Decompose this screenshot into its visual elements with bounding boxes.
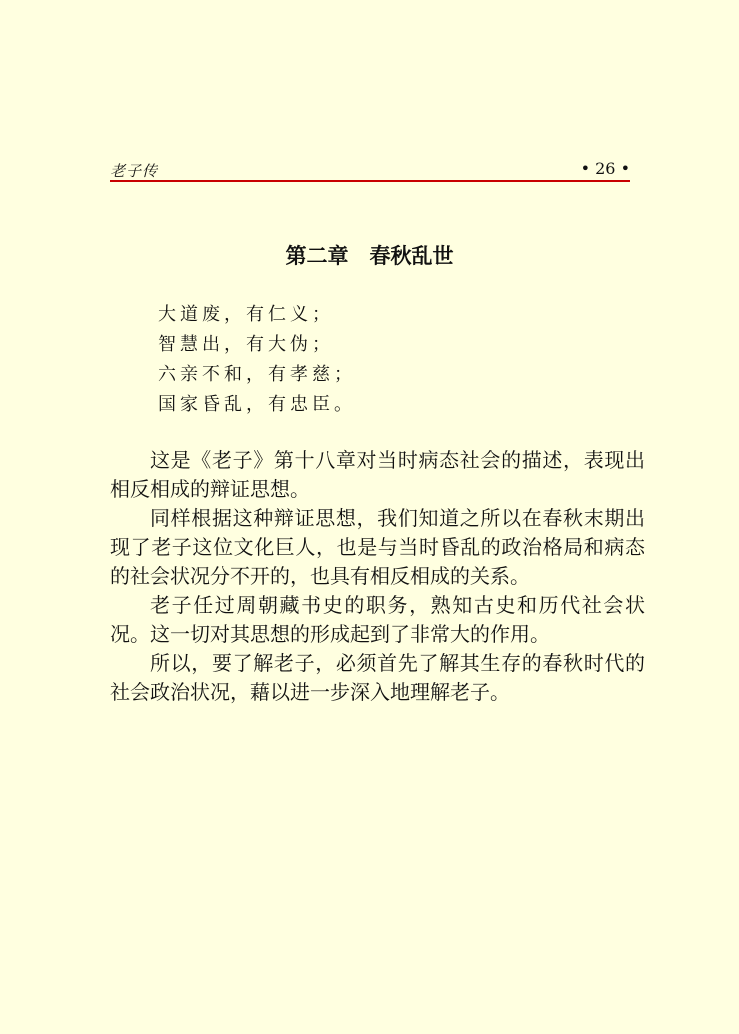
body-text	[110, 446, 645, 707]
page-number: • 26 •	[580, 159, 630, 178]
paragraph: 所以，要了解老子，必须首先了解其生存的春秋时代的社会政治状况，藉以进一步深入地理解老子。	[110, 651, 645, 704]
chapter-title: 第二章 春秋乱世	[285, 244, 454, 268]
paragraph: 同样根据这种辩证思想，我们知道之所以在春秋末期出现了老子这位文化巨人，也是与当时昏乱的政治格局和病态的社会状况分不开的，也具有相反相成的关系。	[110, 506, 645, 588]
paragraph: 这是《老子》第十八章对当时病态社会的描述，表现出相反相成的辩证思想。	[110, 448, 645, 501]
book-title: 老子传	[110, 162, 159, 180]
paragraph: 老子任过周朝藏书史的职务，熟知古史和历代社会状况。这一切对其思想的形成起到了非常大的作用。	[110, 593, 645, 646]
verse-line: 智慧出，有大伪；	[158, 334, 334, 355]
verse-line: 六亲不和，有孝慈；	[158, 364, 356, 385]
running-header	[110, 158, 630, 182]
verse-line: 大道废，有仁义；	[158, 304, 334, 325]
verse-block	[158, 300, 356, 420]
verse-line: 国家昏乱，有忠臣。	[158, 394, 356, 415]
